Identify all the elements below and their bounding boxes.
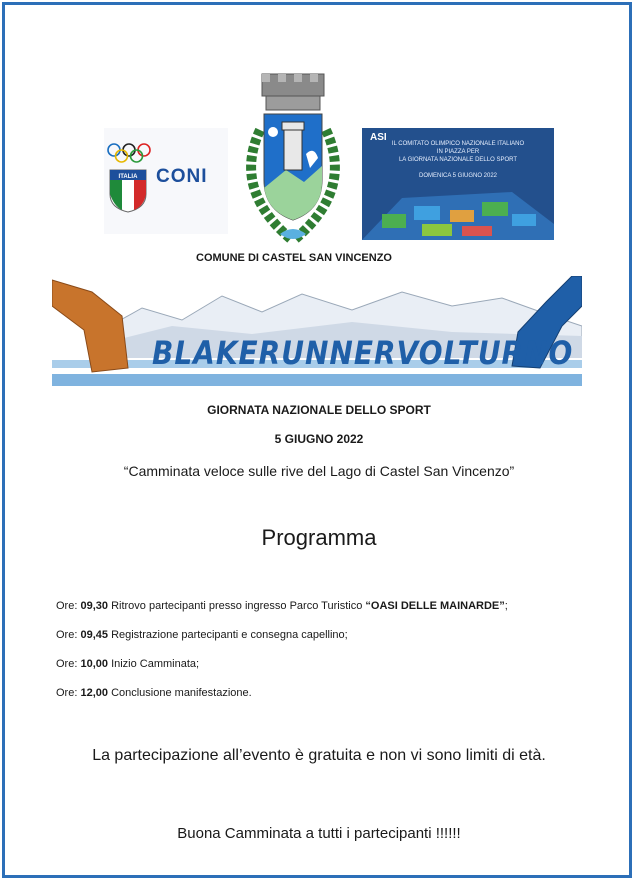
programma-item — [56, 600, 508, 612]
italia-text: ITALIA — [118, 174, 138, 180]
banner-title: BLAKERUNNERVOLTURNO — [152, 334, 574, 372]
item-time: 09,30 — [80, 600, 108, 612]
item-prefix: Ore: — [56, 658, 78, 670]
programma-item — [56, 687, 252, 699]
item-time: 09,45 — [80, 629, 108, 641]
item-time: 12,00 — [80, 687, 108, 699]
item-text: Registrazione partecipanti e consegna capellino; — [111, 629, 348, 641]
programma-item — [56, 658, 199, 670]
lakerunner-banner — [52, 276, 582, 388]
item-text: Conclusione manifestazione. — [111, 687, 252, 699]
sport-fields-illustration — [362, 184, 554, 240]
event-date: 5 GIUGNO 2022 — [274, 432, 364, 446]
event-title: GIORNATA NAZIONALE DELLO SPORT — [207, 403, 431, 417]
item-prefix: Ore: — [56, 629, 78, 641]
participation-note: La partecipazione all’evento è gratuita e non vi sono limiti di età. — [92, 747, 546, 764]
closing-greeting: Buona Camminata a tutti i partecipanti !!!!!! — [177, 825, 461, 842]
event-subtitle: “Camminata veloce sulle rive del Lago di Castel San Vincenzo” — [123, 463, 515, 479]
poster-logo: ASI — [370, 132, 387, 143]
giornata-sport-poster — [362, 128, 554, 240]
coni-logo — [104, 128, 228, 234]
poster-line: IN PIAZZA PER — [436, 149, 480, 155]
item-time: 10,00 — [80, 658, 108, 670]
item-highlight: “OASI DELLE MAINARDE” — [365, 600, 505, 612]
poster-line: LA GIORNATA NAZIONALE DELLO SPORT — [398, 157, 518, 163]
item-suffix: ; — [504, 600, 508, 612]
programma-heading: Programma — [261, 525, 377, 550]
item-prefix: Ore: — [56, 600, 78, 612]
programma-item — [56, 629, 348, 641]
olympic-rings-icon — [106, 142, 152, 166]
poster-line: IL COMITATO OLIMPICO NAZIONALE ITALIANO — [391, 141, 525, 147]
item-text: Inizio Camminata; — [111, 658, 200, 670]
italia-shield-icon — [108, 168, 148, 214]
coni-label: CONI — [156, 166, 208, 187]
comune-heading: COMUNE DI CASTEL SAN VINCENZO — [196, 252, 392, 264]
item-prefix: Ore: — [56, 687, 78, 699]
item-text: Ritrovo partecipanti presso ingresso Parco Turistico — [111, 600, 363, 612]
comune-crest-icon — [226, 70, 360, 250]
poster-line: DOMENICA 5 GIUGNO 2022 — [418, 173, 498, 179]
